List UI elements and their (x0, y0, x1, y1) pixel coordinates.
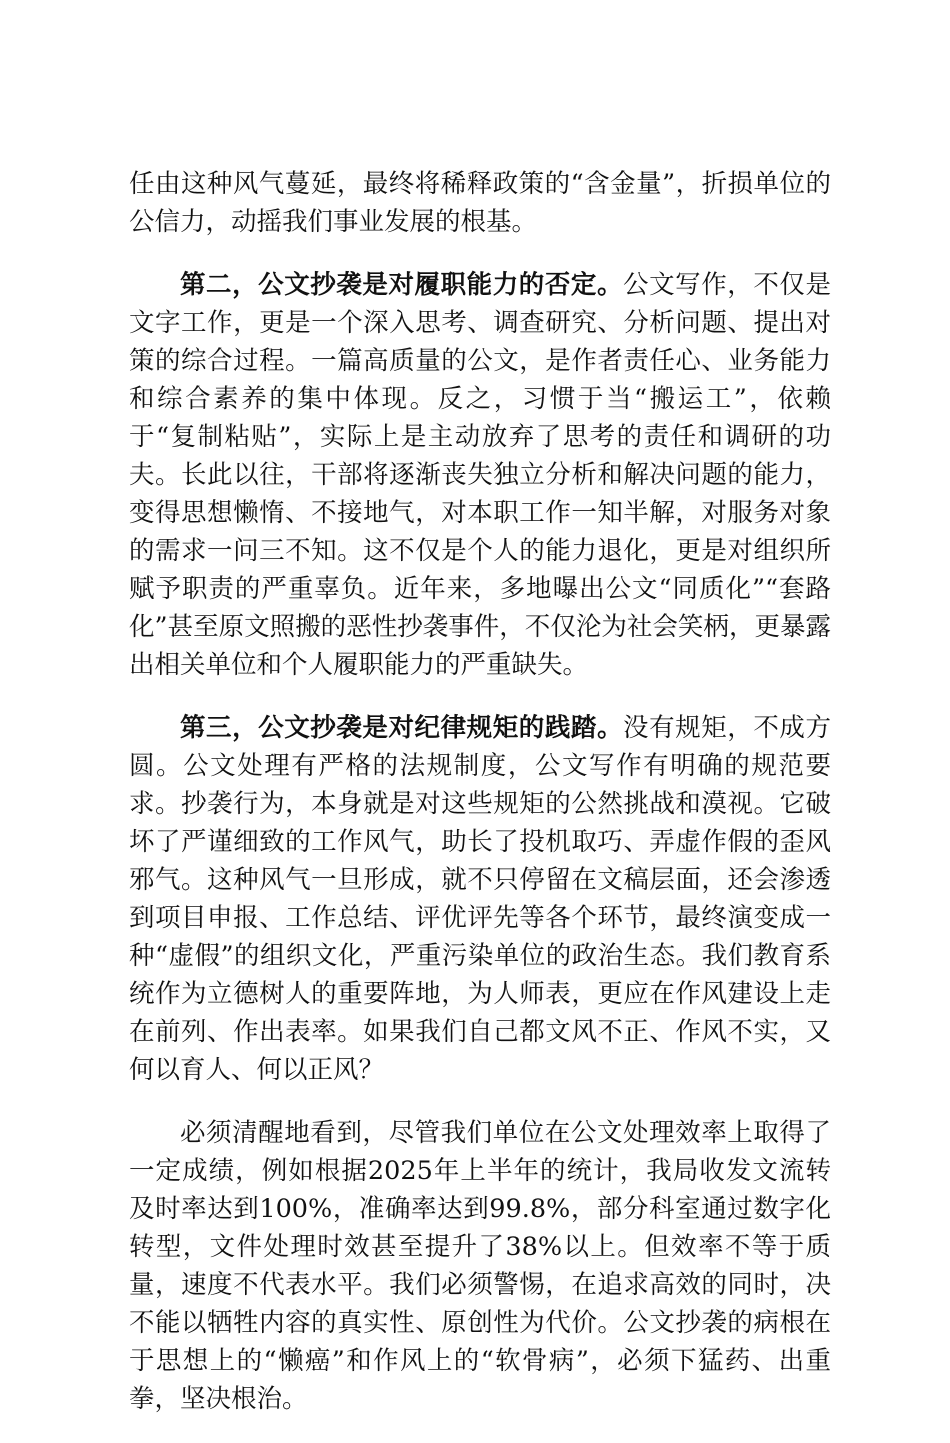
paragraph-text: 公文写作，不仅是文字工作，更是一个深入思考、调查研究、分析问题、提出对策的综合过程。一篇高质量的公文，是作者责任心、业务能力和综合素养的集中体现。反之，习惯于当“搬运工”，依赖于“复制粘贴”，实际上是主动放弃了思考的责任和调研的功夫。长此以往，干部将逐渐丧失独立分析和解决问题的能力，变得思想懒惰、不接地气，对本职工作一知半解，对服务对象的需求一问三不知。这不仅是个人的能力退化，更是对组织所赋予职责的严重辜负。近年来，多地曝出公文“同质化”“套路化”甚至原文照搬的恶性抄袭事件，不仅沦为社会笑柄，更暴露出相关单位和个人履职能力的严重缺失。 (129, 270, 831, 680)
paragraph-text: 任由这种风气蔓延，最终将稀释政策的“含金量”，折损单位的公信力，动摇我们事业发展的根基。 (129, 169, 831, 237)
paragraph-conclusion (129, 1114, 831, 1418)
paragraph-heading: 第三，公文抄袭是对纪律规矩的践踏。 (180, 713, 624, 743)
paragraph-second-point (129, 266, 831, 684)
paragraph-continuation (129, 165, 831, 241)
paragraph-heading: 第二，公文抄袭是对履职能力的否定。 (180, 270, 624, 300)
paragraph-third-point (129, 709, 831, 1089)
document-body (129, 165, 831, 1443)
paragraph-text: 没有规矩，不成方圆。公文处理有严格的法规制度，公文写作有明确的规范要求。抄袭行为，本身就是对这些规矩的公然挑战和漠视。它破坏了严谨细致的工作风气，助长了投机取巧、弄虚作假的歪风邪气。这种风气一旦形成，就不只停留在文稿层面，还会渗透到项目申报、工作总结、评优评先等各个环节，最终演变成一种“虚假”的组织文化，严重污染单位的政治生态。我们教育系统作为立德树人的重要阵地，为人师表，更应在作风建设上走在前列、作出表率。如果我们自己都文风不正、作风不实，又何以育人、何以正风？ (129, 713, 831, 1085)
paragraph-text: 必须清醒地看到，尽管我们单位在公文处理效率上取得了一定成绩，例如根据2025年上半年的统计，我局收发文流转及时率达到100%，准确率达到99.8%，部分科室通过数字化转型，文件处理时效甚至提升了38%以上。但效率不等于质量，速度不代表水平。我们必须警惕，在追求高效的同时，决不能以牺牲内容的真实性、原创性为代价。公文抄袭的病根在于思想上的“懒癌”和作风上的“软骨病”，必须下猛药、出重拳，坚决根治。 (129, 1118, 831, 1414)
